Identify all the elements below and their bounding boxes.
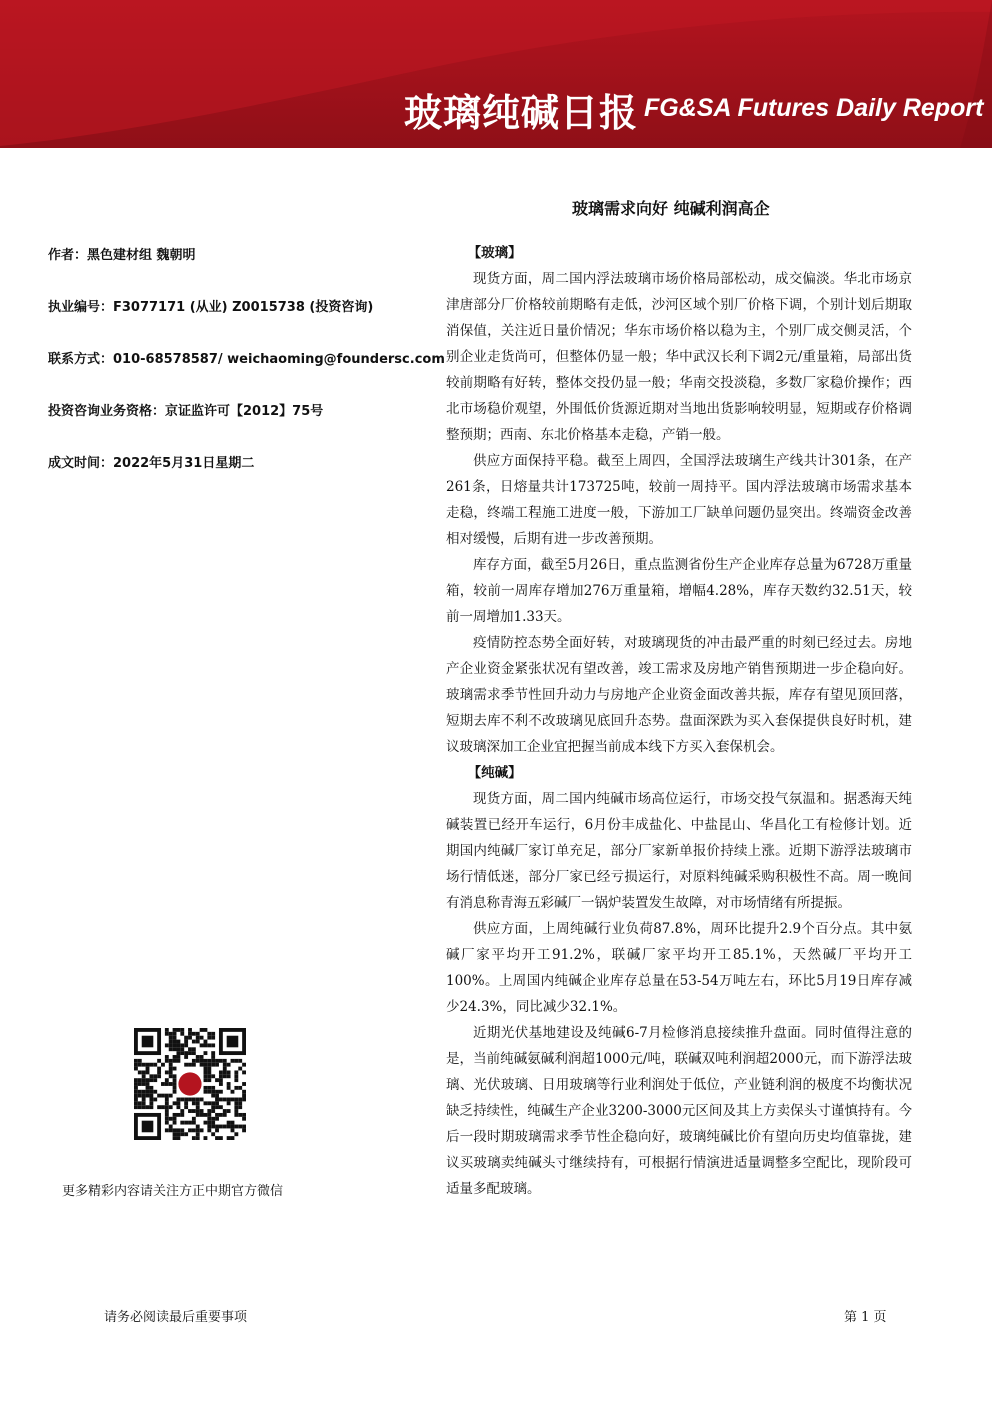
paragraph-soda-supply: 供应方面，上周纯碱行业负荷87.8%，周环比提升2.9个百分点。其中氨碱厂家平均开工91.2%，联碱厂家平均开工85.1%，天然碱厂平均开工100%。上周国内纯碱企业库存总量在53-54万吨左右，环比5月19日库存减少24.3%，同比减少32.1%。 — [446, 921, 912, 1015]
contact-line: 联系方式：010-68578587/ weichaoming@foundersc.com — [48, 352, 445, 367]
header-banner — [0, 0, 992, 148]
paragraph-glass-spot: 现货方面，周二国内浮法玻璃市场价格局部松动，成交偏淡。华北市场京津唐部分厂价格较前期略有走低，沙河区域个别厂价格下调，个别计划后期取消保值，关注近日量价情况；华东市场价格以稳为主，个别厂成交侧灵活，个别企业走货尚可，但整体仍显一般；华中武汉长利下调2元/重量箱，局部出货较前期略有好转，整体交投仍显一般；华南交投淡稳，多数厂家稳价操作；西北市场稳价观望，外围低价货源近期对当地出货影响较明显，短期或存价格调整预期；西南、东北价格基本走稳，产销一般。 — [446, 271, 912, 443]
paragraph-glass-supply: 供应方面保持平稳。截至上周四，全国浮法玻璃生产线共计301条，在产261条，日熔量共计173725吨，较前一周持平。国内浮法玻璃市场需求基本走稳，终端工程施工进度一般，下游加工厂缺单问题仍显突出。终端资金改善相对缓慢，后期有进一步改善预期。 — [446, 453, 912, 547]
wechat-qr-code — [134, 1028, 246, 1140]
qr-logo-icon — [178, 1072, 201, 1095]
report-body — [446, 240, 912, 1202]
section-heading-soda: 【纯碱】 — [467, 765, 522, 781]
date-line: 成文时间：2022年5月31日星期二 — [48, 456, 255, 471]
paragraph-glass-inventory: 库存方面，截至5月26日，重点监测省份生产企业库存总量为6728万重量箱，较前一周库存增加276万重量箱，增幅4.28%，库存天数约32.51天，较前一周增加1.33天。 — [446, 557, 912, 625]
license-number-line: 执业编号：F3077171 (从业) Z0015738 (投资咨询) — [48, 300, 374, 315]
qr-caption: 更多精彩内容请关注方正中期官方微信 — [62, 1184, 284, 1199]
footer-disclaimer-note: 请务必阅读最后重要事项 — [104, 1310, 248, 1325]
paragraph-glass-outlook: 疫情防控态势全面好转，对玻璃现货的冲击最严重的时刻已经过去。房地产企业资金紧张状况有望改善，竣工需求及房地产销售预期进一步企稳向好。玻璃需求季节性回升动力与房地产企业资金面改善共振，库存有望见顶回落，短期去库不利不改玻璃见底回升态势。盘面深跌为买入套保提供良好时机，建议玻璃深加工企业宜把握当前成本线下方买入套保机会。 — [446, 635, 912, 755]
section-heading-glass: 【玻璃】 — [467, 245, 522, 261]
author-line: 作者：黑色建材组 魏朝明 — [48, 248, 196, 263]
report-title-en: FG&SA Futures Daily Report — [644, 94, 984, 122]
paragraph-soda-outlook: 近期光伏基地建设及纯碱6-7月检修消息接续推升盘面。同时值得注意的是，当前纯碱氨碱利润超1000元/吨，联碱双吨利润超2000元，而下游浮法玻璃、光伏玻璃、日用玻璃等行业利润处于低位，产业链利润的极度不均衡状况缺乏持续性，纯碱生产企业3200-3000元区间及其上方卖保头寸谨慎持有。今后一段时期玻璃需求季节性企稳向好，玻璃纯碱比价有望向历史均值靠拢，建议买玻璃卖纯碱头寸继续持有，可根据行情演进适量调整多空配比，现阶段可适量多配玻璃。 — [446, 1025, 912, 1197]
article-title: 玻璃需求向好 纯碱利润高企 — [572, 199, 770, 218]
report-title-cn: 玻璃纯碱日报 — [404, 91, 639, 135]
paragraph-soda-spot: 现货方面，周二国内纯碱市场高位运行，市场交投气氛温和。据悉海天纯碱装置已经开车运行，6月份丰成盐化、中盐昆山、华昌化工有检修计划。近期国内纯碱厂家订单充足，部分厂家新单报价持续上涨。近期下游浮法玻璃市场行情低迷，部分厂家已经亏损运行，对原料纯碱采购积极性不高。周一晚间有消息称青海五彩碱厂一锅炉装置发生故障，对市场情绪有所提振。 — [446, 791, 912, 911]
qualification-line: 投资咨询业务资格：京证监许可【2012】75号 — [48, 404, 324, 419]
page-number: 第 1 页 — [844, 1310, 887, 1325]
